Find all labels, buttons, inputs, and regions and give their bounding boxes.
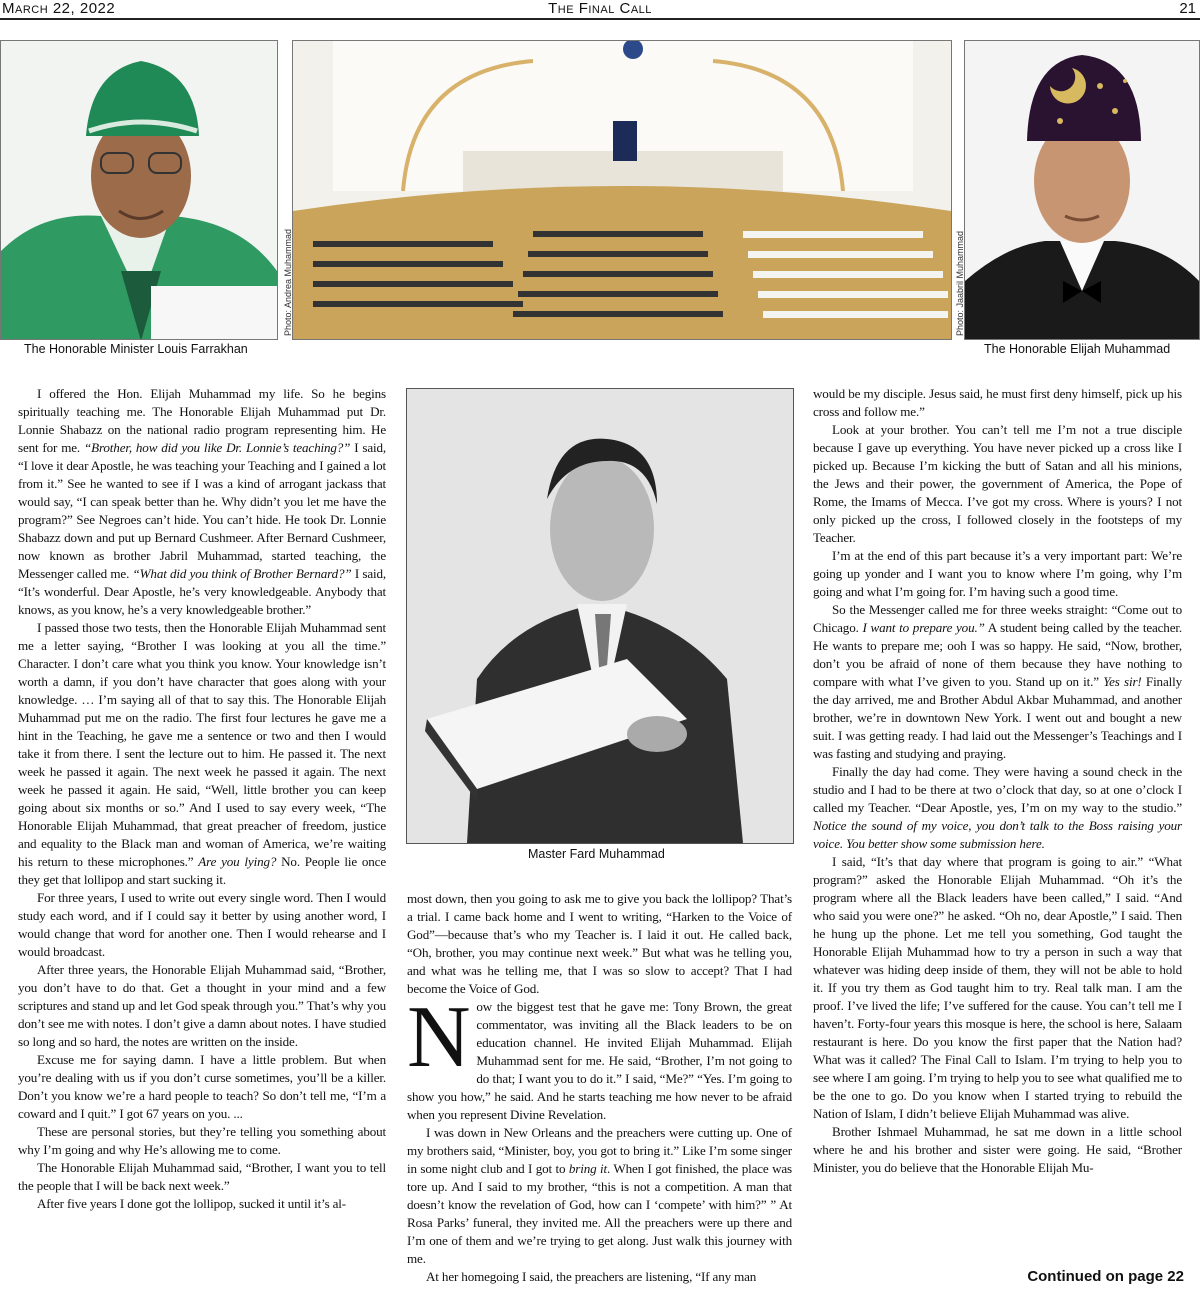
photo-farrakhan (0, 40, 278, 340)
paragraph: I was down in New Orleans and the preachers were cutting up. One of my brothers said, “Minister, boy, you got to bring it.” Like I’m some singer in some night club and I got to bring it. When I got finished, the place was tore up. And I said to my brother, “this is not a competition. A man that doesn’t know the revelation of God, how can I ‘compete’ with him?” ” At Rosa Parks’ funeral, they invited me. All the preachers were up there and I’m one of them and we’re trying to get along. Just walk this journey with me. (407, 1125, 792, 1266)
photo-credit-left: Photo: Andrea Muhammad (283, 228, 293, 336)
photo-credit-right: Photo: Jaabril Muhammad (955, 230, 965, 336)
paragraph: I’m at the end of this part because it’s a very important part: We’re going up yonder and I want you to know where I’m going, why I’m going and what I’m going for. I’m having such a good time. (813, 548, 1182, 599)
paragraph: At her homegoing I said, the preachers are listening, “If any man (426, 1269, 757, 1284)
article-column-1 (18, 385, 386, 1213)
paragraph: Now the biggest test that he gave me: Tony Brown, the great commentator, was inviting all the Black leaders to be on education channel. He invited Elijah Muhammad. Elijah Muhammad sent for me. He said, “Brother, I’m not going to do that; I want you to do it.” I said, “Me?” “Yes. I’m going to show you how,” he said. And he starts teaching me how never to be afraid when you represent Divine Revelation. (407, 989, 792, 1122)
continued-on-page-link[interactable]: Continued on page 22 (1027, 1268, 1184, 1285)
photo-mosque-interior (292, 40, 952, 340)
masthead (0, 0, 1200, 20)
photo-elijah-muhammad (964, 40, 1200, 340)
paragraph: would be my disciple. Jesus said, he must first deny himself, pick up his cross and follow me.” (813, 386, 1182, 419)
paragraph: Finally the day had come. They were having a sound check in the studio and I had to be there at two o’clock that day, so at one o’clock I called my Teacher. “Dear Apostle, yes, I’m on my way to the studio.” Notice the sound of my voice, you don’t talk to the Boss raising your voice. You better show some submission here. (813, 764, 1182, 851)
paragraph: These are personal stories, but they’re telling you something about why I’m going and why He’s allowing me to come. (18, 1124, 386, 1157)
paragraph: Excuse me for saying damn. I have a little problem. But when you’re dealing with us if you don’t curse sometimes, you’ll be a killer. Don’t you know we’re a hard people to teach? So don’t tell me, “I’m a coward and I quit.” I got 67 years on you. ... (18, 1052, 386, 1121)
paragraph: I passed those two tests, then the Honorable Elijah Muhammad sent me a letter saying, “Brother I was looking at you all the time.” Character. I don’t care what you think you know. Your knowledge isn’t worth a damn, if you don’t have character that goes along with your knowledge. … I’m saying all of that to say this. The Honorable Elijah Muhammad put me on the radio. The first four lectures he gave me a hint in the Teaching, he gave me a sentence or two and then I would take it from there. I sent the lecture out to him. He passed it. The next week he passed it again. The next week he passed it again. The next week he passed it again. He said, “Well, little brother you can keep going about six months or so.” And I used to say every week, “The Honorable Elijah Muhammad, that great preacher of freedom, justice and equality to the Black man and woman of America, we’re waiting his return to these microphones.” Are you lying? No. People lie once they get that lollipop and start sucking it. (18, 620, 387, 887)
mosque-interior-image (293, 41, 951, 339)
paragraph: The Honorable Elijah Muhammad said, “Brother, I want you to tell the people that I will be back next week.” (18, 1160, 386, 1193)
paragraph: I offered the Hon. Elijah Muhammad my life. So he begins spiritually teaching me. The Honorable Elijah Muhammad put Dr. Lonnie Shabazz on the national radio program representing him. He sent for me. “Brother, how did you like Dr. Lonnie’s teaching?” I said, “I love it dear Apostle, he was teaching your Teaching and I gained a lot from it.” See he wanted to see if I was a kind of arrogant jackass that would say, “I can speak better than he. Why didn’t you let me have the program?” See Negroes can’t hide. You can’t hide. He took Dr. Lonnie Shabazz down and put up Bernard Cushmeer. After Bernard Cushmeer, now known as brother Jabril Muhammad, started teaching, the Messenger called me. “What did you think of Brother Bernard?” I said, “It’s wonderful. Dear Apostle, he’s very knowledgeable. Anybody that knows, as you know, he’s a very knowledgeable brother.” (18, 386, 387, 617)
paragraph: So the Messenger called me for three weeks straight: “Come out to Chicago. I want to prepare you.” A student being called by the teacher. He wants to prepare me; ooh I was so happy. He said, “Now, brother, don’t you be afraid of none of them because they have nothing to compare with what I’ve given to you. Stand up on it.” Yes sir! Finally the day arrived, me and Brother Abdul Akbar Muhammad, and another brother, we’re in downtown New York. I went out and bought a new suit. I was getting ready. I had laid out the Messenger’s Teachings and I was fasting and studying and praying. (813, 602, 1182, 761)
publication-title: The Final Call (548, 0, 652, 17)
paragraph: Brother Ishmael Muhammad, he sat me down in a little school where he and his brother and sister were going. He said, “Brother Minister, you do believe that the Honorable Elijah Mu- (813, 1124, 1182, 1175)
paragraph: Look at your brother. You can’t tell me I’m not a true disciple because I gave up everything. You have never picked up a cross like I picked up. Because I’m kicking the butt of Satan and all his minions, the Jews and their power, the government of America, the Pope of Rome, the Imams of Mecca. I’ve got my cross. Where is yours? I not only picked up the cross, I followed closely in the footsteps of my Teacher. (813, 422, 1182, 545)
page-number: 21 (1179, 0, 1196, 17)
paragraph: After three years, the Honorable Elijah Muhammad said, “Brother, you don’t have to do that. Get a thought in your mind and a few scriptures and stand up and let God speak through you.” That’s why you don’t see me with notes. I don’t give a damn about notes. I have studied so long and so hard, the notes are written on the inside. (18, 962, 386, 1049)
elijah-muhammad-portrait-image (965, 41, 1199, 339)
drop-cap: N (407, 989, 471, 1086)
paragraph: most down, then you going to ask me to give you back the lollipop? That’s a trial. I came back home and I went to writing, “Harken to the Voice of God”—because that’s who my Teacher is. I laid it out. He called back, “Oh, brother, you may continue next week.” But what was he telling you, and what was he telling me, that I was so slow to accept? That I had become the Voice of God. (407, 891, 792, 996)
paragraph: After five years I done got the lollipop, sucked it until it’s al- (37, 1196, 347, 1211)
caption-elijah-muhammad: The Honorable Elijah Muhammad (984, 342, 1171, 356)
paragraph: For three years, I used to write out every single word. Then I would study each word, and if I could say it better by using another word, I would change that word for another one. Then I would rehearse and I would broadcast. (18, 890, 386, 959)
article-column-2 (407, 890, 792, 1286)
article-column-3 (813, 385, 1182, 1177)
caption-farrakhan: The Honorable Minister Louis Farrakhan (24, 342, 248, 356)
caption-master-fard-muhammad: Master Fard Muhammad (528, 847, 665, 861)
master-fard-muhammad-image (407, 389, 793, 843)
issue-date: March 22, 2022 (2, 0, 116, 17)
photo-master-fard-muhammad (406, 388, 794, 844)
farrakhan-portrait-image (1, 41, 277, 339)
paragraph: I said, “It’s that day where that program is going to air.” “What program?” asked the Honorable Elijah Muhammad. “Oh it’s the program where all the Black leaders have been called,” I said. “And who said you were one?” he asked. “Oh no, dear Apostle,” I said. Then he hung up the phone. Let me tell you something, God taught the Honorable Elijah Muhammad how to try a person in such a way that whatever was hiding deep inside of them, they will not be able to hold it. If you try them as God taught him to try. Real talk man. I am the proof. I’ve lived the life; I’ve suffered for the cause. You can’t tell me I haven’t. Forty-four years this mosque is here, the school is here, Salaam restaurant is here. Do you know the first paper that the Nation had? What was it called? The Final Call to Islam. I’m trying to help you to see where I am going. I’m trying to help you to see what qualified me to be the one to go. Do you know when I started trying to rebuild the Nation of Islam, I didn’t believe Elijah Muhammad was alive. (813, 854, 1182, 1121)
